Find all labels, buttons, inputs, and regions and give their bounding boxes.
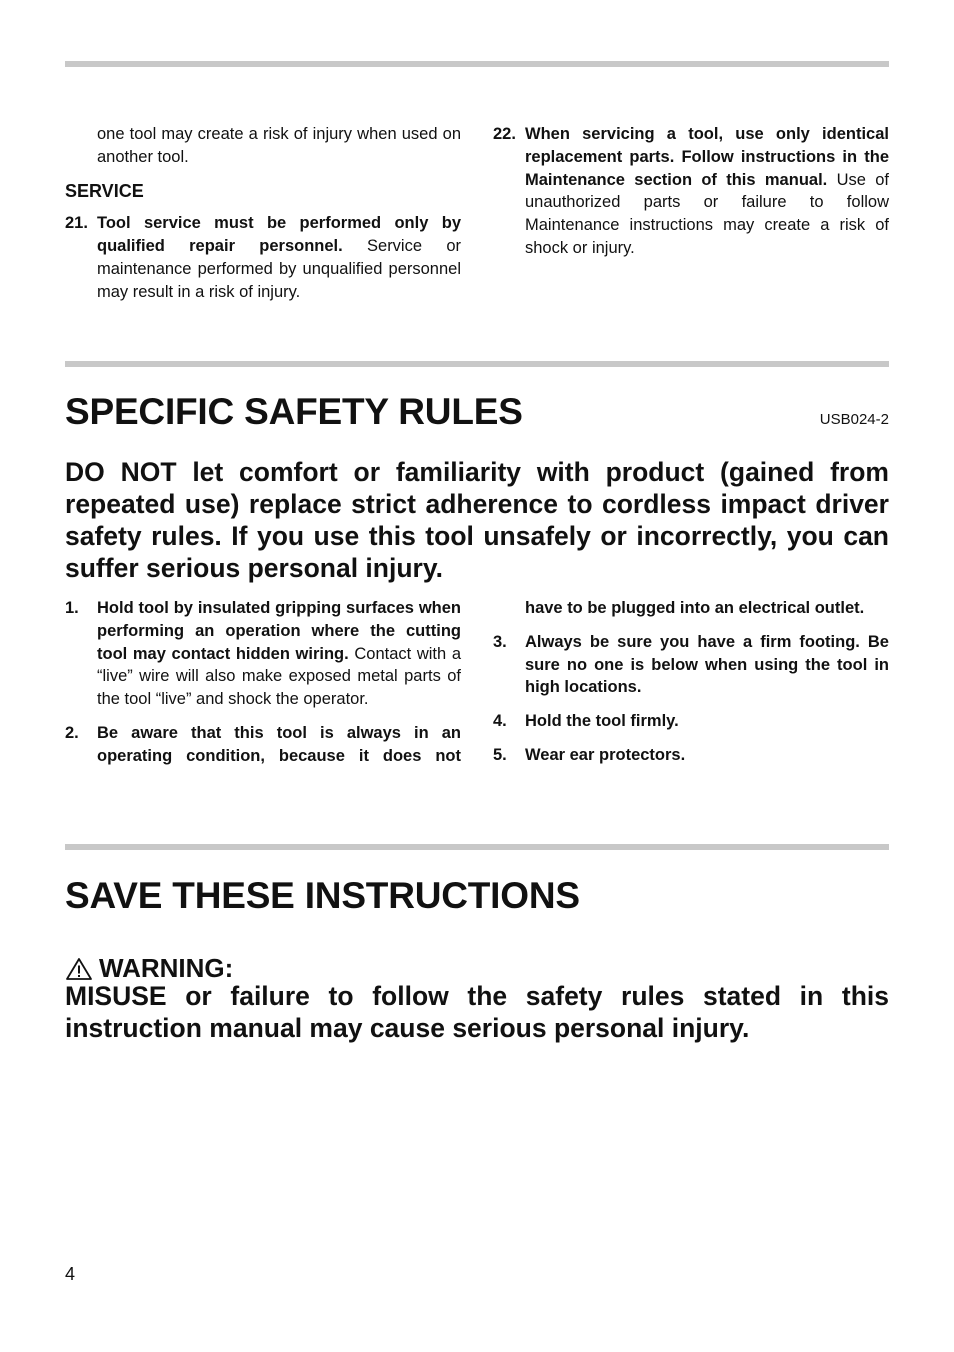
item-bold-text: When servicing a tool, use only identical replacement parts. Follow instructions in the Maintenance section of this manual. [525,125,889,189]
item-number: 2. [65,723,79,742]
item-bold-text: Always be sure you have a firm footing. Be sure no one is below when using the tool in high locations. [525,632,889,697]
item-number: 3. [493,632,507,651]
save-title: SAVE THESE INSTRUCTIONS [65,875,580,916]
warning-heading [65,953,233,984]
item-bold-text: Hold tool by insulated gripping surfaces when performing an operation where the cutting tool may contact hidden wiring. [97,599,461,663]
specific-title: SPECIFIC SAFETY RULES [65,391,523,432]
specific-item-2 [65,722,461,768]
specific-item-1 [65,597,461,711]
item-bold-text: Tool service must be performed only by qualified repair personnel. [97,214,461,256]
service-left-column [65,123,461,304]
item-number: 22. [493,125,516,143]
warning-text: MISUSE or failure to follow the safety rules stated in this instruction manual may cause serious personal injury. [65,981,889,1043]
item-text: Service or maintenance performed by unqualified personnel may result in a risk of injury. [97,237,461,301]
specific-item-3 [493,631,889,699]
continued-paragraph: one tool may create a risk of injury when used on another tool. [97,125,461,166]
item-number: 5. [493,745,507,764]
warning-triangle-icon [65,957,93,981]
service-heading: SERVICE [65,180,144,201]
item-bold-text: have to be plugged into an electrical outlet. [525,599,865,617]
specific-item-5 [493,744,889,767]
specific-divider [65,361,889,367]
specific-item-4 [493,710,889,733]
item-number: 1. [65,599,79,617]
specific-left-column [65,597,461,768]
save-divider [65,844,889,850]
specific-item-2-continued [493,597,889,620]
item-text: Contact with a “live” wire will also make exposed metal parts of the tool “live” and shock the operator. [97,644,461,709]
item-number: 4. [493,712,507,731]
specific-right-column [493,597,889,767]
page-number: 4 [65,1264,76,1284]
item-bold-text: Hold the tool firmly. [525,712,679,731]
service-item-22 [493,123,889,260]
service-item-21 [65,212,461,303]
top-divider [65,61,889,67]
item-text: Use of unauthorized parts or failure to follow Maintenance instructions may create a risk of shock or injury. [525,170,889,257]
warning-label: WARNING: [99,953,234,983]
specific-lead: DO NOT let comfort or familiarity with product (gained from repeated use) replace strict adherence to cordless impact driver safety rules. If you use this tool unsafely or incorrectly, you can suffer serious personal injury. [65,457,889,583]
item-bold-text: Be aware that this tool is always in an operating condition, because it does not [97,723,461,765]
service-right-column [493,123,889,260]
document-code: USB024-2 [819,411,889,428]
item-number: 21. [65,214,88,233]
item-bold-text: Wear ear protectors. [525,745,686,764]
